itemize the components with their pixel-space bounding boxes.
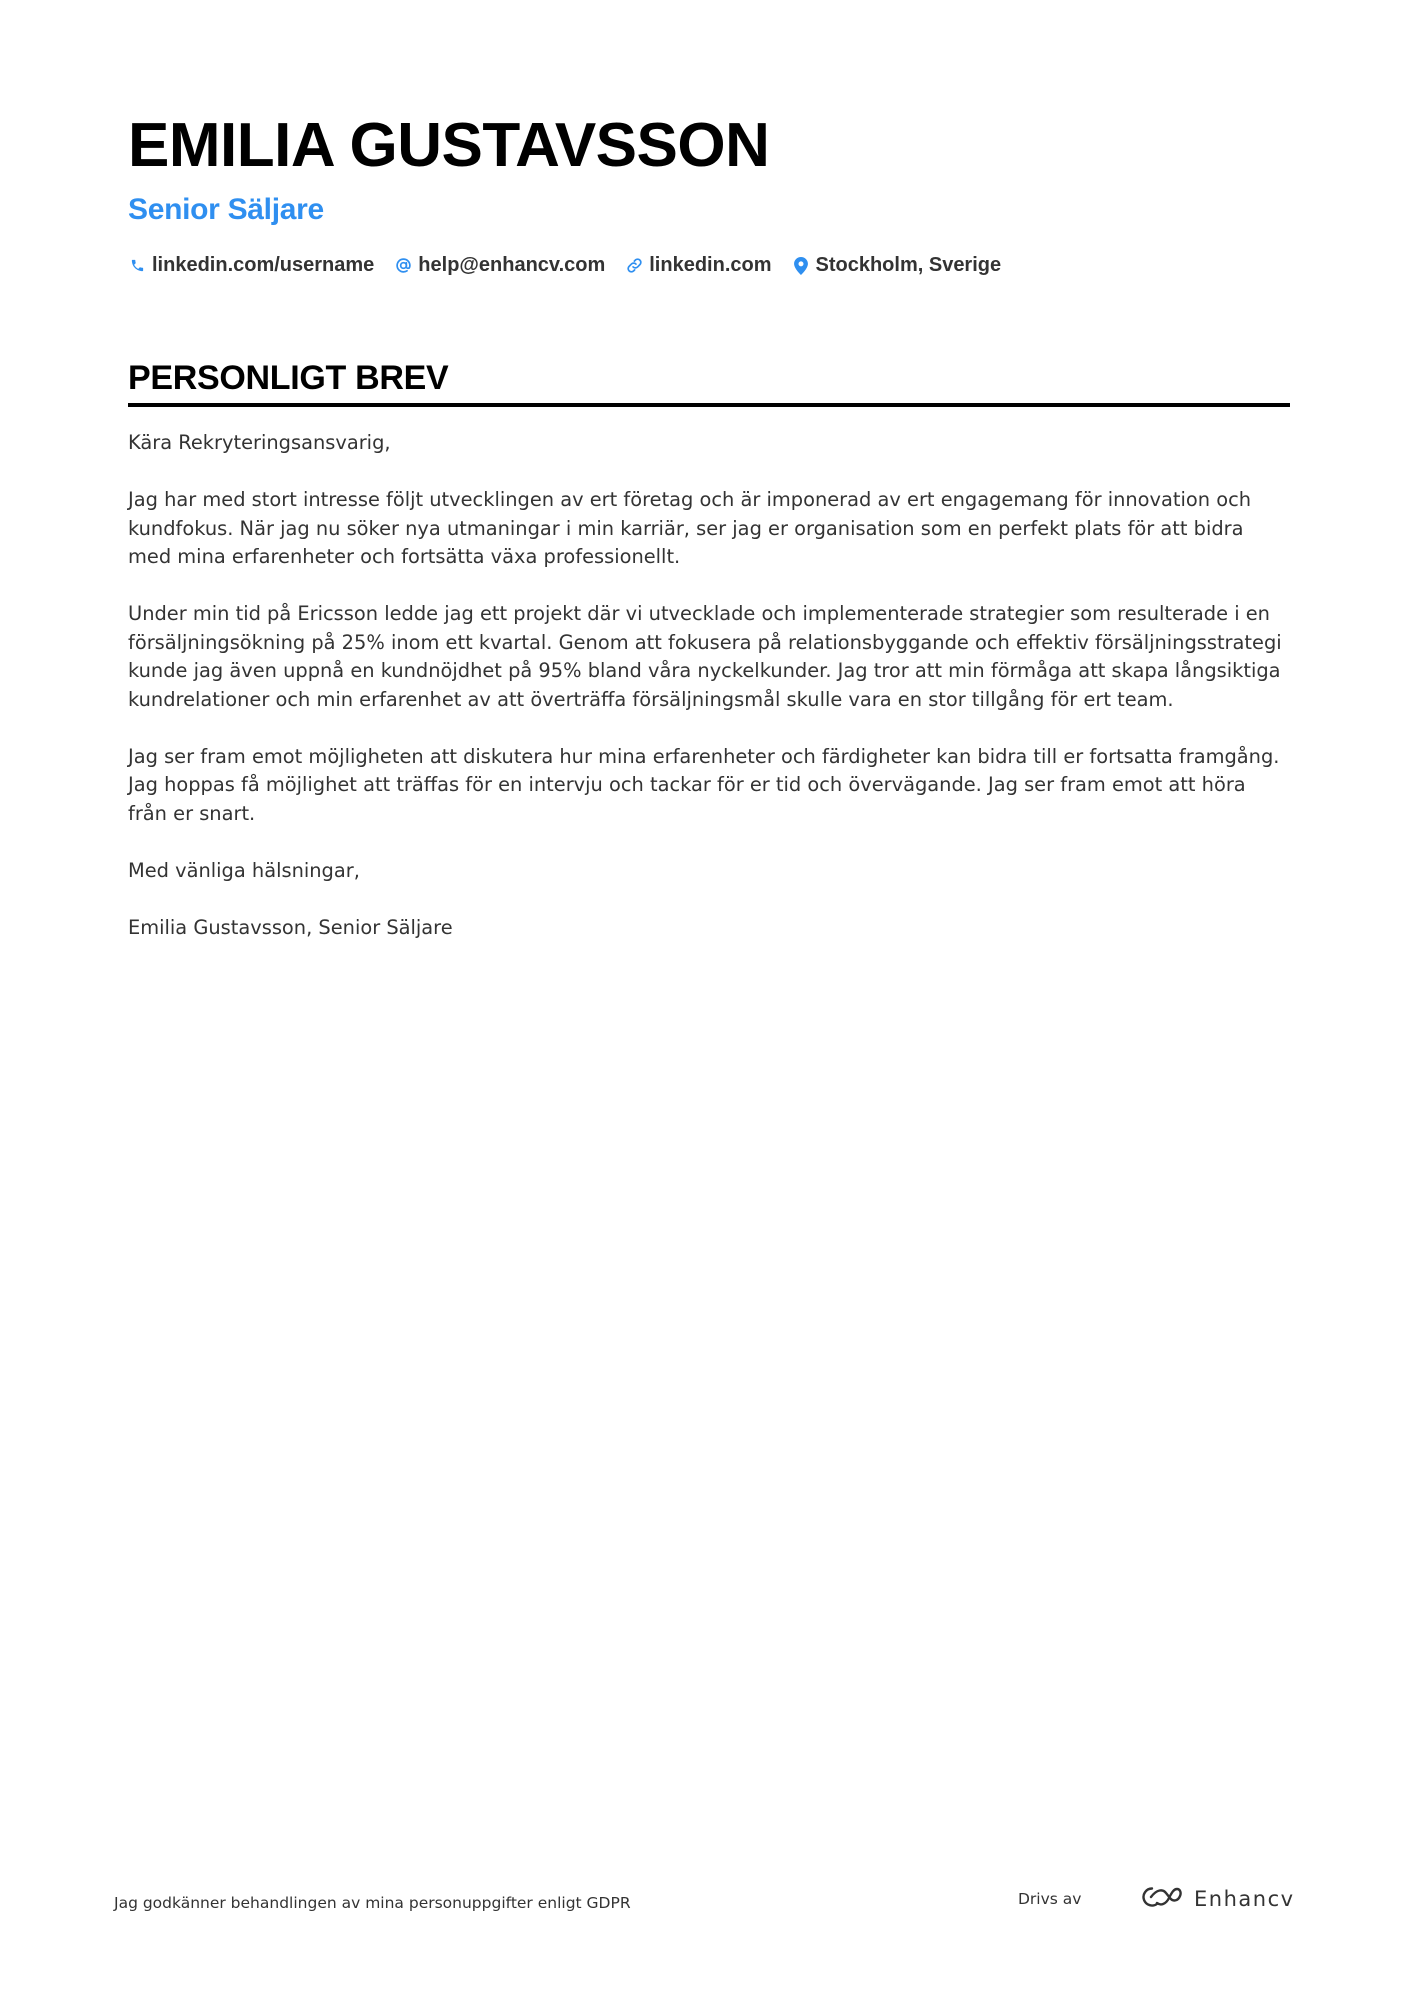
letter-signature: Emilia Gustavsson, Senior Säljare: [128, 915, 453, 939]
contact-link-text: linkedin.com: [649, 254, 772, 276]
applicant-name: EMILIA GUSTAVSSON: [128, 111, 770, 180]
powered-by-label: Drivs av: [1018, 1890, 1082, 1908]
letter-paragraph: Jag ser fram emot möjligheten att diskutera hur mina erfarenheter och färdigheter kan bidra till er fortsatta framgång. Jag hoppas få möjlighet att träffas för en intervju och tackar för er tid och övervägande. Jag ser fram emot att höra från er snart.: [128, 744, 1280, 825]
contact-link[interactable]: [625, 254, 771, 277]
gdpr-consent-text: Jag godkänner behandlingen av mina personuppgifter enligt GDPR: [114, 1894, 631, 1912]
letter-closing: Med vänliga hälsningar,: [128, 858, 360, 882]
letter-paragraph: Jag har med stort intresse följt utvecklingen av ert företag och är imponerad av ert engagemang för innovation och kundfokus. När jag nu söker nya utmaningar i min karriär, ser jag er organisation som en perfekt plats för att bidra med mina erfarenheter och fortsätta växa professionellt.: [128, 488, 1252, 568]
contact-bar: [128, 254, 1290, 277]
contact-email-text: help@enhancv.com: [418, 254, 606, 276]
contact-phone[interactable]: [128, 254, 374, 277]
page-footer: [114, 1887, 1295, 1920]
phone-icon: [128, 256, 146, 276]
link-icon: [625, 256, 643, 276]
section-title: PERSONLIGT BREV: [128, 359, 449, 397]
cover-letter-page: [128, 108, 1290, 971]
section-divider: [128, 403, 1290, 407]
location-pin-icon: [792, 256, 810, 276]
contact-email[interactable]: [394, 254, 605, 277]
letter-greeting: Kära Rekryteringsansvarig,: [128, 431, 391, 454]
at-icon: [394, 256, 412, 276]
applicant-title: Senior Säljare: [128, 193, 324, 226]
enhancv-brand-name: Enhancv: [1194, 1887, 1295, 1911]
contact-phone-text: linkedin.com/username: [152, 254, 375, 276]
contact-location-text: Stockholm, Sverige: [815, 254, 1002, 276]
letter-paragraph: Under min tid på Ericsson ledde jag ett projekt där vi utvecklade och implementerade strategier som resulterade i en försäljningsökning på 25% inom ett kvartal. Genom att fokusera på relationsbyggande och effektiv försäljningsstrategi kunde jag även uppnå en kundnöjdhet på 95% bland våra nyckelkunder. Jag tror att min förmåga att skapa långsiktiga kundrelationer och min erfarenhet av att överträffa försäljningsmål skulle vara en stor tillgång för ert team.: [128, 602, 1282, 711]
enhancv-brand[interactable]: [1138, 1884, 1295, 1914]
enhancv-logo-icon: [1138, 1884, 1184, 1914]
letter-body: [128, 429, 1290, 942]
contact-location: [792, 254, 1002, 277]
